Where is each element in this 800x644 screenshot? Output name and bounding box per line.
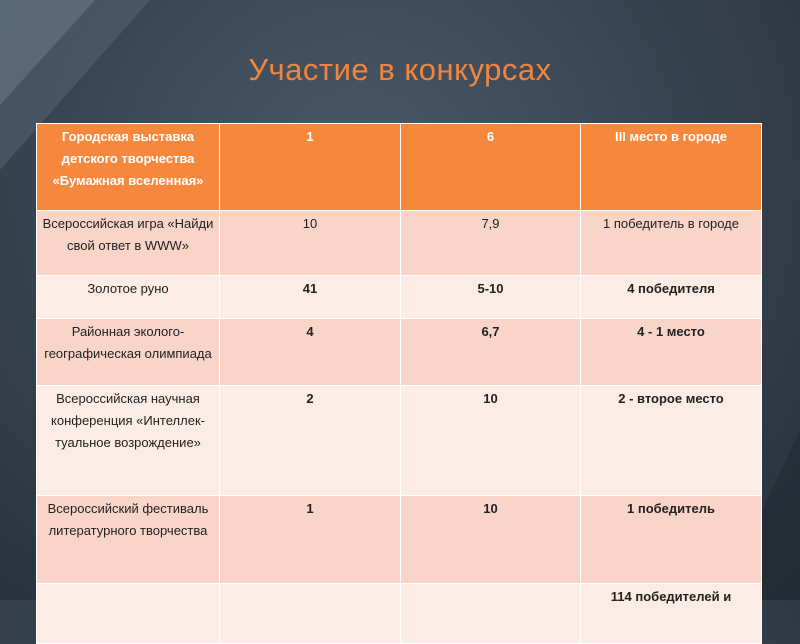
result-cell: 4 победителя: [581, 276, 762, 319]
participants-cell: 1: [220, 124, 401, 211]
age-cell: 5-10: [401, 276, 581, 319]
table-row: [37, 386, 762, 496]
result-cell: III место в городе: [581, 124, 762, 211]
age-cell: 6,7: [401, 319, 581, 386]
contest-name-cell: [37, 584, 220, 644]
participants-cell: 4: [220, 319, 401, 386]
contests-table: [36, 123, 762, 644]
contest-name-cell: Городская выставка детского творчества «Бумажная вселенная»: [37, 124, 220, 211]
result-cell: 1 победитель в городе: [581, 211, 762, 276]
contest-name-cell: Районная эколого-географическая олимпиада: [37, 319, 220, 386]
table-header-row: [37, 124, 762, 211]
participants-cell: 2: [220, 386, 401, 496]
age-cell: 7,9: [401, 211, 581, 276]
result-cell: 1 победитель: [581, 496, 762, 584]
contest-name-cell: Всероссийская научная конференция «Интеллек-туальное возрождение»: [37, 386, 220, 496]
table-row: [37, 276, 762, 319]
result-cell: 4 - 1 место: [581, 319, 762, 386]
result-cell: 114 победителей и: [581, 584, 762, 644]
participants-cell: [220, 584, 401, 644]
table-row: [37, 211, 762, 276]
age-cell: 10: [401, 496, 581, 584]
participants-cell: 10: [220, 211, 401, 276]
slide-title: Участие в конкурсах: [248, 52, 552, 87]
contest-name-cell: Всероссийский фестиваль литературного творчества: [37, 496, 220, 584]
contest-name-cell: Золотое руно: [37, 276, 220, 319]
age-cell: 6: [401, 124, 581, 211]
participants-cell: 1: [220, 496, 401, 584]
table-row: [37, 584, 762, 644]
table-row: [37, 319, 762, 386]
contest-name-cell: Всероссийская игра «Найди свой ответ в WWW»: [37, 211, 220, 276]
age-cell: 10: [401, 386, 581, 496]
participants-cell: 41: [220, 276, 401, 319]
age-cell: [401, 584, 581, 644]
table-row: [37, 496, 762, 584]
result-cell: 2 - второе место: [581, 386, 762, 496]
